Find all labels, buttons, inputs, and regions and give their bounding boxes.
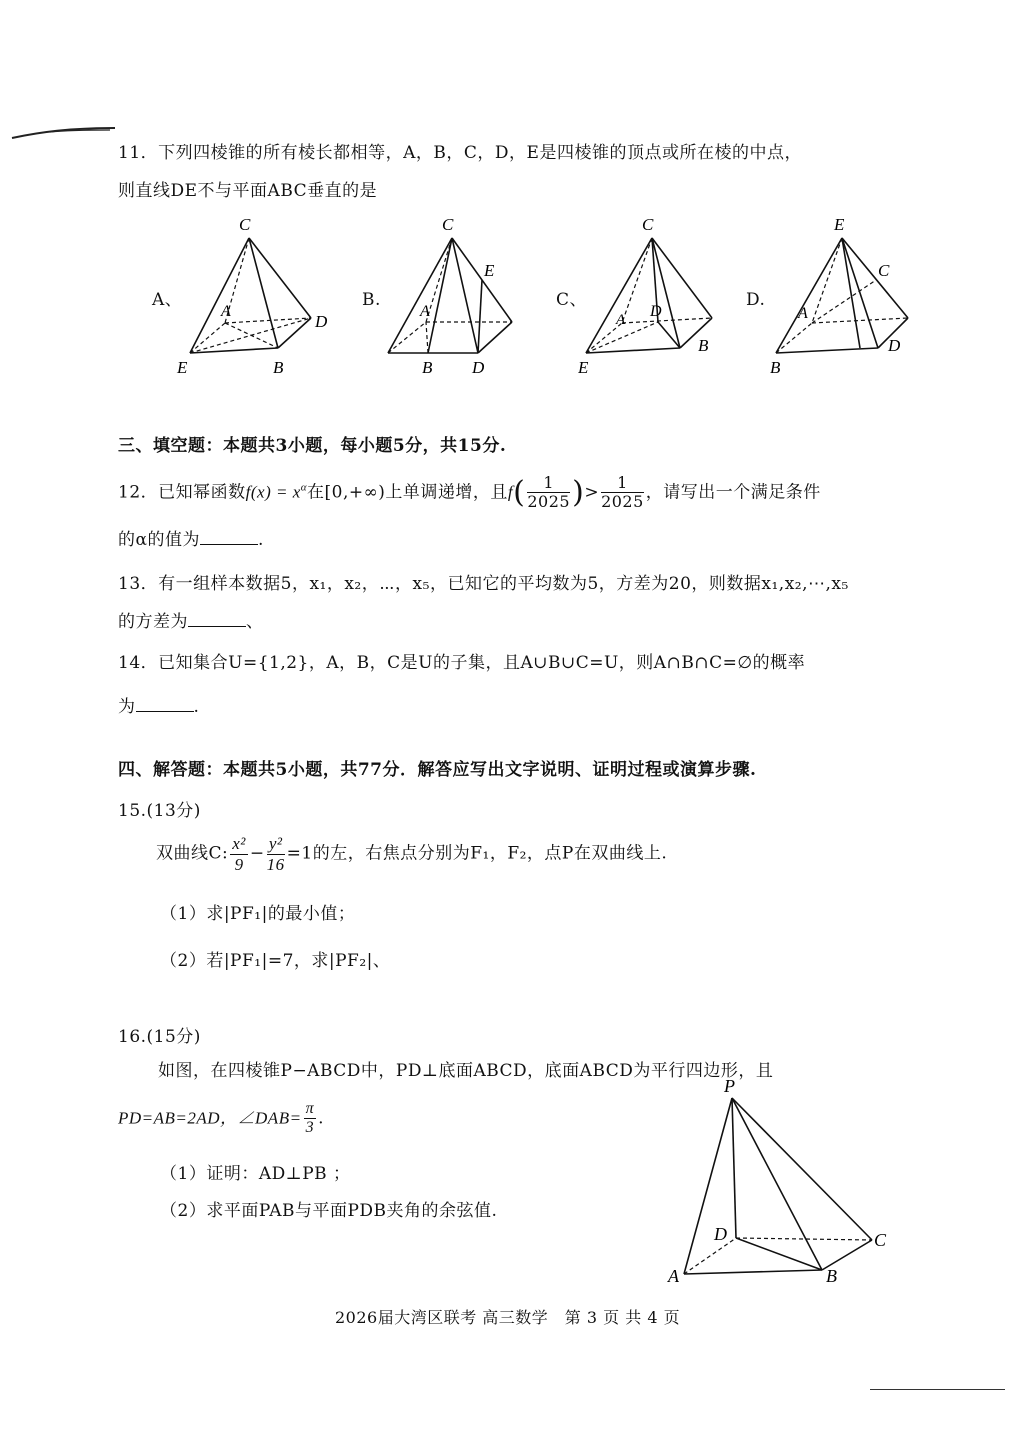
q16-vertex-b: B <box>826 1266 837 1286</box>
footer-rule <box>870 1389 1005 1390</box>
page-footer: 2026届大湾区联考 高三数学 第 3 页 共 4 页 <box>335 1308 681 1327</box>
q11a-vertex-a: A <box>221 303 231 320</box>
q13-line1: 13．有一组样本数据5，x₁，x₂，⋯，x₅，已知它的平均数为5，方差为20，则数据x₁,x₂,⋯,x₅ <box>118 574 849 594</box>
q16-pyramid-figure <box>660 1078 900 1288</box>
q15-sub1: （1）求|PF₁|的最小值； <box>160 904 356 924</box>
q16-line2: PD=AB=2AD，∠DAB= $\frac{\pi}{3}$ . <box>118 1100 324 1137</box>
q11-option-c-figure <box>578 210 728 380</box>
q11-option-a-label: A、 <box>152 290 183 310</box>
q11-option-b-label: B. <box>362 290 381 310</box>
section3-heading: 三、填空题：本题共3小题，每小题5分，共15分. <box>118 436 507 456</box>
q11c-vertex-c: C <box>642 215 654 234</box>
q11d-vertex-a: A <box>798 305 808 322</box>
q11b-vertex-a: A <box>420 303 430 320</box>
q16-vertex-p: P <box>724 1078 735 1096</box>
q11a-vertex-c: C <box>239 215 251 234</box>
q14-line1: 14．已知集合U={1,2}，A，B，C是U的子集，且A∪B∪C=U，则A∩B∩C=∅的概率 <box>118 653 806 673</box>
q16-line1: 如图，在四棱锥P−ABCD中，PD⊥底面ABCD，底面ABCD为平行四边形，且 <box>158 1061 774 1081</box>
q16-vertex-d: D <box>714 1224 727 1244</box>
q12-line1: 12．已知幂函数$f(x) = x^\alpha$在[0,+∞)上单调递增，且f( $\frac{1}{2025}$ )> $\frac{1}{2025}$ ，请写出一个满足条件 <box>118 473 821 512</box>
q13-answer-blank <box>188 612 246 627</box>
q16-sub1: （1）证明：AD⊥PB ； <box>160 1164 351 1184</box>
q11-option-c-label: C、 <box>556 290 588 310</box>
q16-sub2: （2）求平面PAB与平面PDB夹角的余弦值. <box>160 1201 498 1221</box>
q11b-vertex-e: E <box>484 261 495 280</box>
q11c-vertex-e: E <box>578 358 589 377</box>
q16-header: 16.(15分) <box>118 1027 201 1047</box>
q11-stem-line2: 则直线DE不与平面ABC垂直的是 <box>118 181 378 201</box>
pen-stroke-mark <box>10 118 120 148</box>
q15-sub2: （2）若|PF₁|=7，求|PF₂|、 <box>160 951 391 971</box>
q11-stem-line1: 11．下列四棱锥的所有棱长都相等，A，B，C，D，E是四棱锥的顶点或所在棱的中点， <box>118 143 802 163</box>
section4-heading: 四、解答题：本题共5小题，共77分．解答应写出文字说明、证明过程或演算步骤. <box>118 760 757 780</box>
q12-line2: 的α的值为 . <box>118 530 264 550</box>
q16-vertex-a: A <box>668 1266 679 1286</box>
q11b-vertex-d: D <box>472 358 485 377</box>
q11d-vertex-b: B <box>770 358 781 377</box>
q11-option-b-figure <box>380 210 530 380</box>
q11-option-d-figure <box>768 210 928 380</box>
q12-answer-blank <box>200 530 258 545</box>
q15-stem: 双曲线C: $\frac{\text{x²}}{9}$ − $\frac{\text{y²}}{16}$ =1的左，右焦点分别为F₁，F₂，点P在双曲线上. <box>156 834 668 874</box>
q11a-vertex-e: E <box>177 358 188 377</box>
q11a-vertex-d: D <box>315 312 328 331</box>
q14-line2: 为 . <box>118 697 200 717</box>
q11a-vertex-b: B <box>273 358 284 377</box>
q16-vertex-c: C <box>874 1230 887 1250</box>
q11d-vertex-c: C <box>878 261 890 280</box>
q11c-vertex-a: A <box>616 312 626 328</box>
q13-line2: 的方差为 、 <box>118 612 264 632</box>
q14-answer-blank <box>136 697 194 712</box>
q11c-vertex-d: D <box>650 303 662 320</box>
q11-option-d-label: D. <box>746 290 766 310</box>
q11b-vertex-b: B <box>422 358 433 377</box>
q11d-vertex-e: E <box>834 215 845 234</box>
q11-option-a-figure <box>175 210 345 380</box>
q11d-vertex-d: D <box>888 336 901 355</box>
q11b-vertex-c: C <box>442 215 454 234</box>
q15-header: 15.(13分) <box>118 801 201 821</box>
q11c-vertex-b: B <box>698 336 709 355</box>
